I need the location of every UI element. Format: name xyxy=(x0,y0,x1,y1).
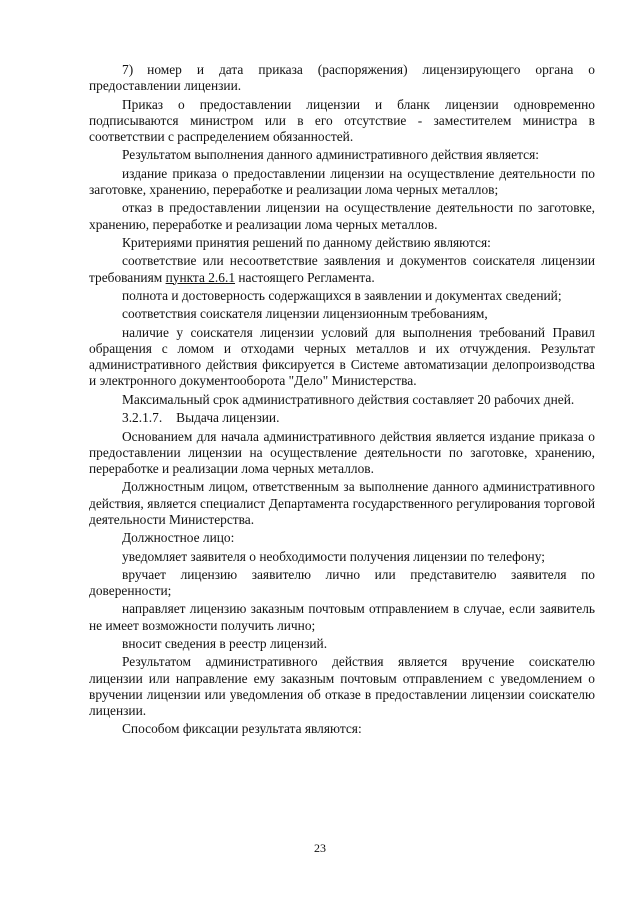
paragraph: Приказ о предоставлении лицензии и бланк лицензии одновременно подписываются министром или в его отсутствие - заместителем министра в соответствии с распределением обязанностей. xyxy=(89,96,595,144)
paragraph: Должностным лицом, ответственным за выполнение данного административного действия, является специалист Департамента государственного регулирования торговой деятельности Министерства. xyxy=(89,479,595,527)
paragraph-item-7 xyxy=(89,62,595,94)
paragraph: соответствия соискателя лицензии лицензионным требованиям, xyxy=(122,306,488,322)
paragraph-text: номер и дата приказа (распоряжения) лицензирующего органа о предоставлении лицензии. xyxy=(89,62,595,94)
paragraph: Должностное лицо: xyxy=(122,530,235,546)
paragraph: полнота и достоверность содержащихся в заявлении и документах сведений; xyxy=(122,287,562,303)
paragraph: Максимальный срок административного действия составляет 20 рабочих дней. xyxy=(122,391,575,407)
paragraph: Основанием для начала административного действия является издание приказа о предоставлении лицензии на осуществление деятельности по заготовке, хранению, переработке и реализации лома черных металлов. xyxy=(89,428,595,476)
section-number: 3.2.1.7. xyxy=(122,410,163,426)
paragraph: вносит сведения в реестр лицензий. xyxy=(122,636,328,652)
paragraph: отказ в предоставлении лицензии на осуществление деятельности по заготовке, хранению, переработке и реализации лома черных металлов. xyxy=(89,200,595,232)
paragraph: направляет лицензию заказным почтовым отправлением в случае, если заявитель не имеет возможности получить лично; xyxy=(89,601,595,633)
section-title: Выдача лицензии. xyxy=(176,410,280,426)
paragraph: Критериями принятия решений по данному действию являются: xyxy=(122,234,491,250)
paragraph: вручает лицензию заявителю лично или представителю заявителя по доверенности; xyxy=(89,566,595,599)
paragraph: Результатом административного действия является вручение соискателю лицензии или направление ему заказным почтовым отправлением с уведомлением о вручении лицензии или уведомления об отказе в предоставлении лицензии соискателю лицензии. xyxy=(89,654,595,719)
paragraph: Способом фиксации результата являются: xyxy=(122,721,362,737)
criteria-text-after: настоящего Регламента. xyxy=(235,269,375,285)
paragraph: наличие у соискателя лицензии условий для выполнения требований Правил обращения с ломом и отходами черных металлов и их отчуждения. Результат административного действия фиксируется в Системе автоматизации делопроизводства и электронного документооборота "Дело" Министерства. xyxy=(89,324,595,389)
document-body xyxy=(89,62,595,740)
regulation-link[interactable]: пункта 2.6.1 xyxy=(165,269,236,285)
paragraph-criteria xyxy=(89,253,595,285)
list-number: 7) xyxy=(122,62,134,77)
paragraph: издание приказа о предоставлении лицензии на осуществление деятельности по заготовке, хранению, переработке и реализации лома черных металлов; xyxy=(89,165,595,197)
paragraph: Результатом выполнения данного административного действия является: xyxy=(122,147,539,163)
criteria-text-before: соответствие или несоответствие заявления и документов соискателя лицензии требованиям xyxy=(89,253,595,285)
section-heading xyxy=(89,410,595,426)
page-number: 23 xyxy=(314,841,326,855)
paragraph: уведомляет заявителя о необходимости получения лицензии по телефону; xyxy=(122,548,545,564)
